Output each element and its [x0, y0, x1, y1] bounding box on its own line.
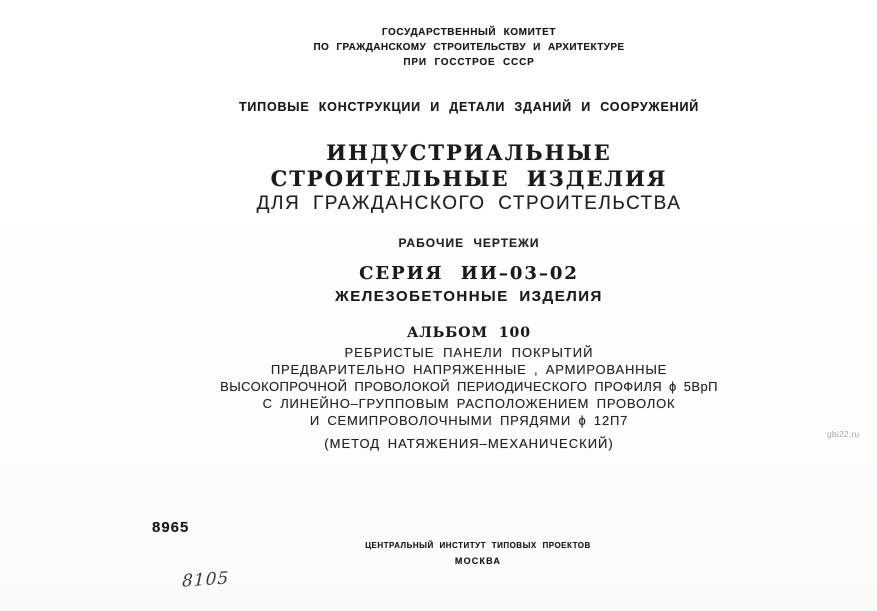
order-number: 8965 — [152, 519, 190, 536]
album-description-line: ПРЕДВАРИТЕЛЬНО НАПРЯЖЕННЫЕ , АРМИРОВАННЫЕ — [270, 362, 668, 377]
tensioning-method-note: (МЕТОД НАТЯЖЕНИЯ–МЕХАНИЧЕСКИЙ) — [324, 436, 614, 451]
album-description-line: ВЫСОКОПРОЧНОЙ ПРОВОЛОКОЙ ПЕРИОДИЧЕСКОГО ПРОФИЛЯ ϕ 5ВрП — [220, 379, 718, 394]
document-title-line-3: ДЛЯ ГРАЖДАНСКОГО СТРОИТЕЛЬСТВА — [256, 193, 682, 214]
handwritten-inventory-note: 8105 — [181, 568, 230, 592]
site-watermark: gbi22.ru — [827, 429, 860, 439]
album-description-line: С ЛИНЕЙНО–ГРУППОВЫМ РАСПОЛОЖЕНИЕМ ПРОВОЛОК — [262, 396, 676, 411]
masthead-line-2: ПО ГРАЖДАНСКОМУ СТРОИТЕЛЬСТВУ И АРХИТЕКТУРЕ — [313, 42, 625, 53]
document-title-line-1: ИНДУСТРИАЛЬНЫЕ — [326, 140, 612, 165]
doc-type-label: РАБОЧИЕ ЧЕРТЕЖИ — [398, 236, 540, 250]
album-description-line: И СЕМИПРОВОЛОЧНЫМИ ПРЯДЯМИ ϕ 12П7 — [309, 413, 629, 428]
document-title-line-2: СТРОИТЕЛЬНЫЕ ИЗДЕЛИЯ — [270, 166, 668, 191]
album-heading: АЛЬБОМ 100 — [406, 325, 532, 341]
masthead-line-1: ГОСУДАРСТВЕННЫЙ КОМИТЕТ — [381, 27, 557, 38]
publisher-city: МОСКВА — [454, 556, 502, 566]
publisher-institute: ЦЕНТРАЛЬНЫЙ ИНСТИТУТ ТИПОВЫХ ПРОЕКТОВ — [365, 541, 591, 550]
series-subtitle: ЖЕЛЕЗОБЕТОННЫЕ ИЗДЕЛИЯ — [335, 288, 603, 305]
album-description-line: РЕБРИСТЫЕ ПАНЕЛИ ПОКРЫТИЙ — [344, 345, 594, 360]
series-caption: ТИПОВЫЕ КОНСТРУКЦИИ И ДЕТАЛИ ЗДАНИЙ И СООРУЖЕНИЙ — [238, 100, 700, 114]
masthead-line-3: ПРИ ГОССТРОЕ СССР — [403, 57, 535, 68]
series-number: СЕРИЯ ИИ–03–02 — [359, 263, 579, 284]
